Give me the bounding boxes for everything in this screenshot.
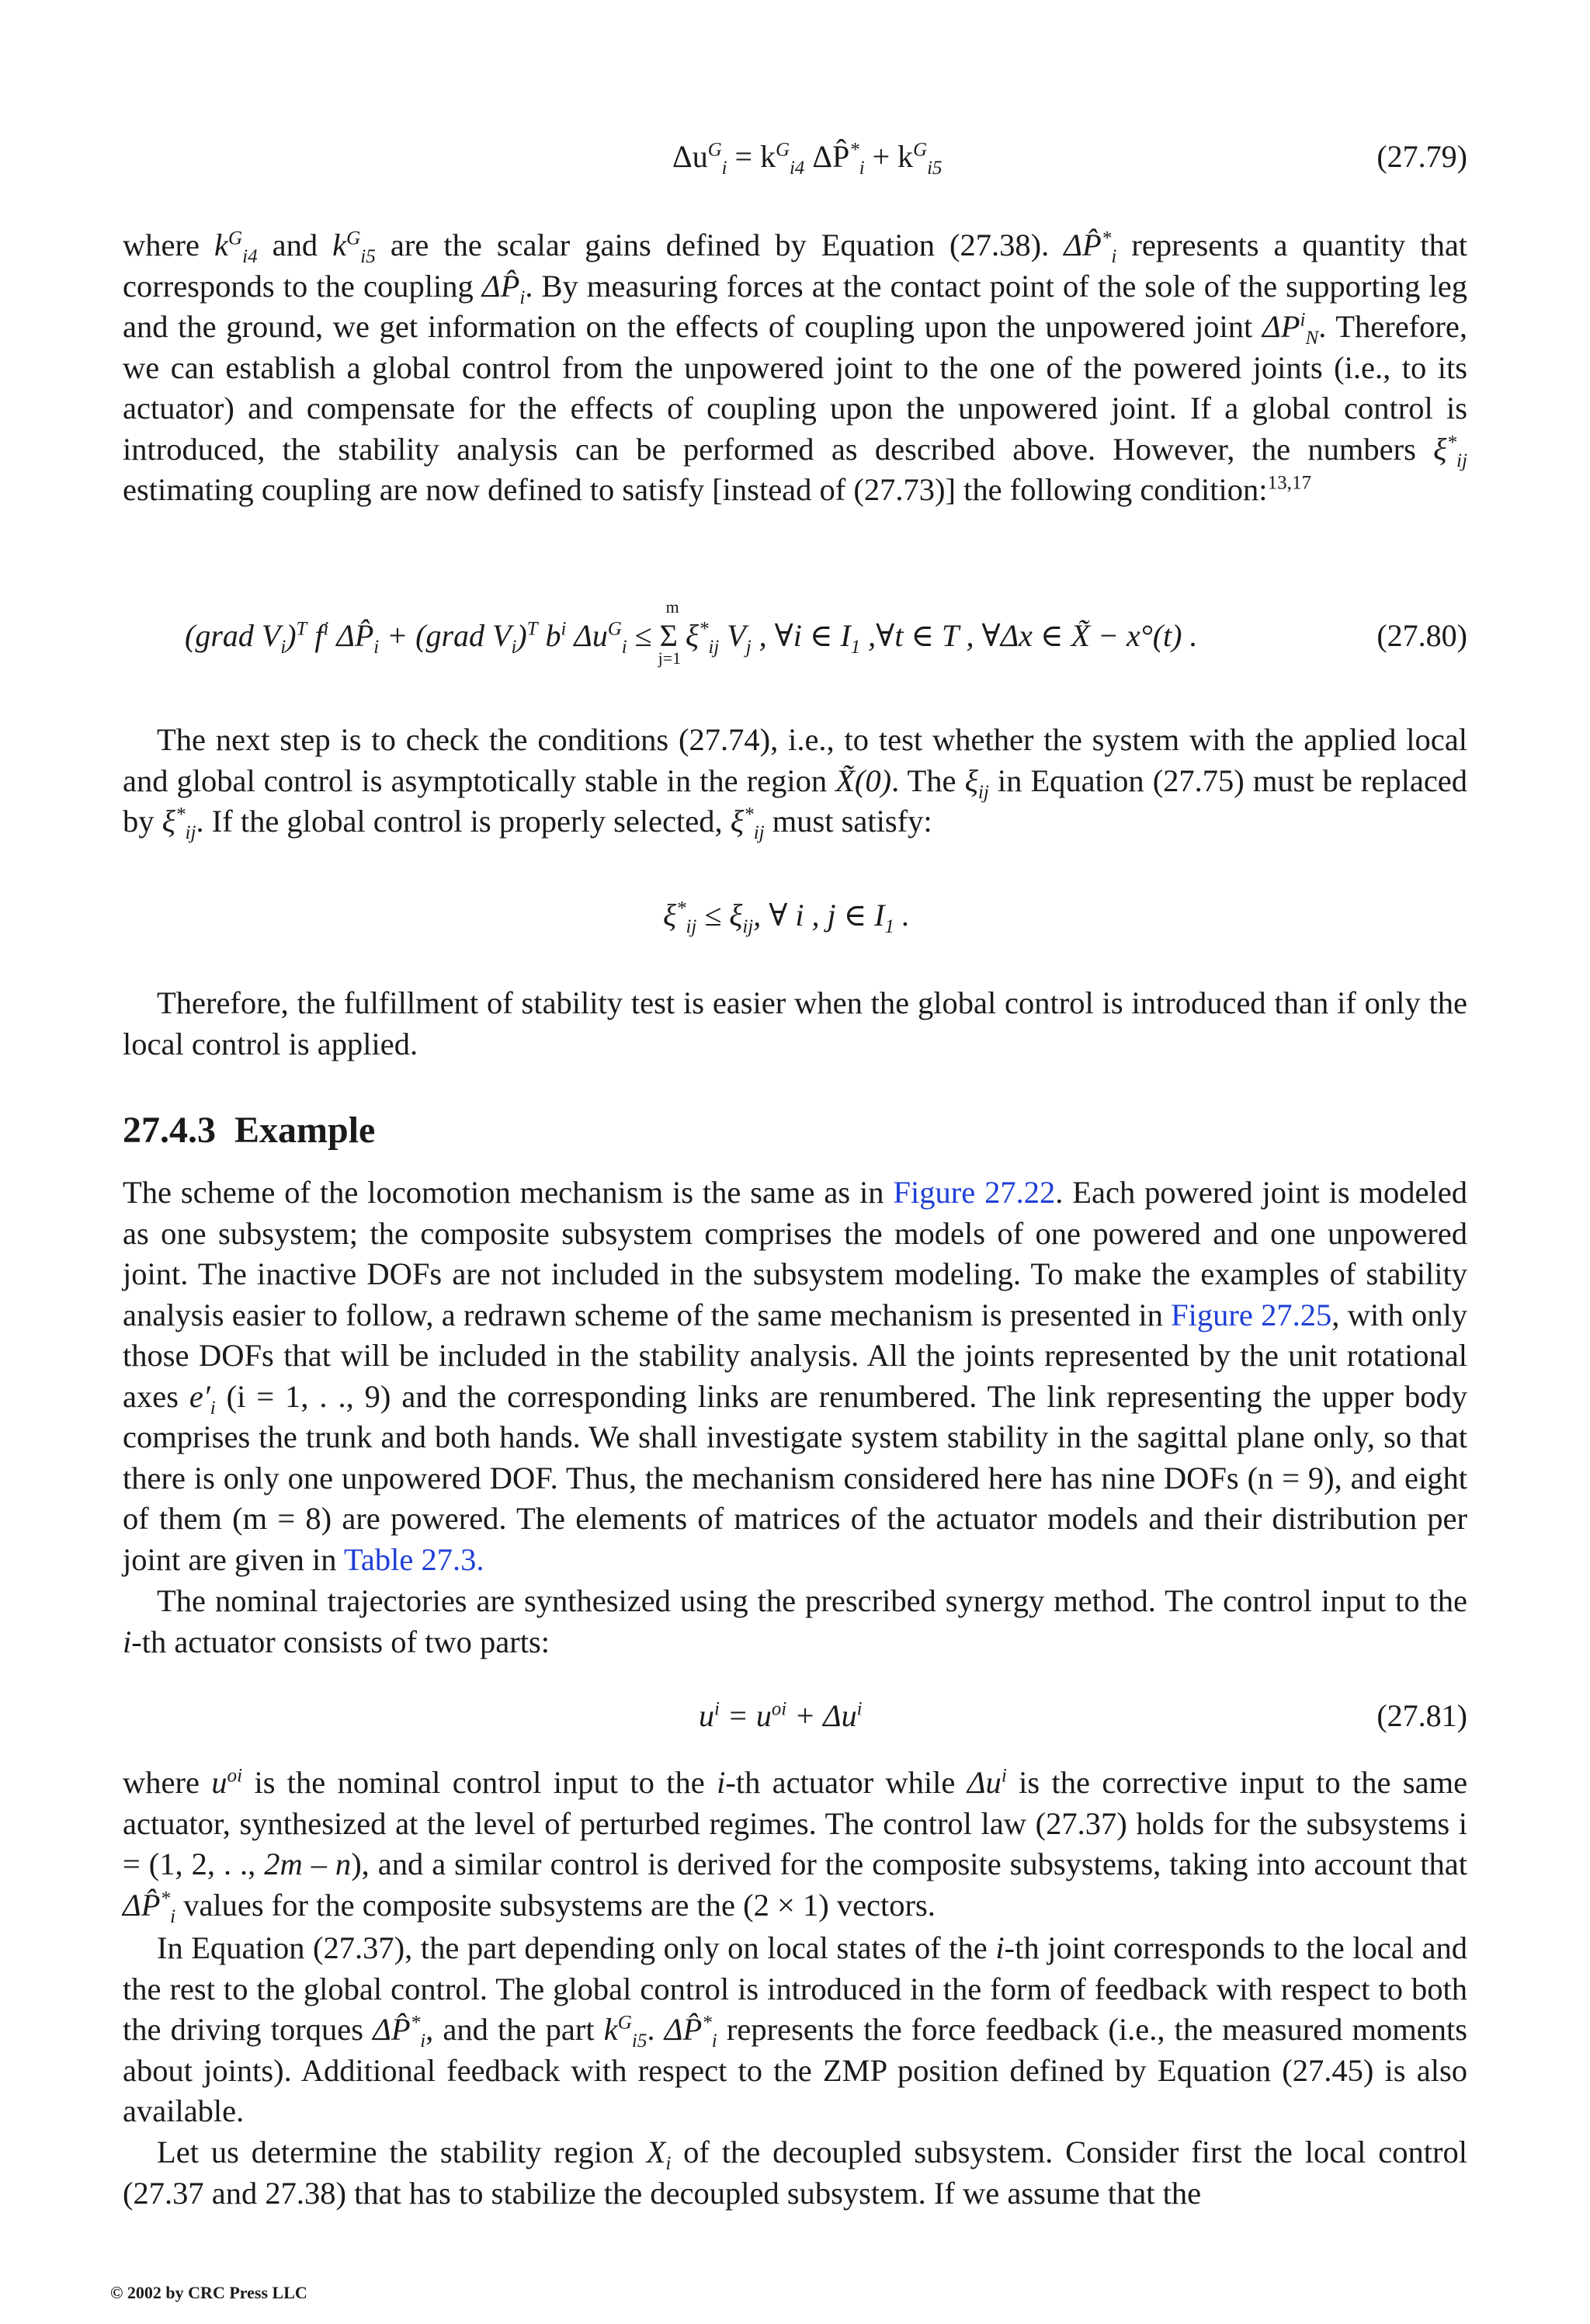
section-number: 27.4.3 bbox=[123, 1110, 216, 1151]
equation-number: (27.81) bbox=[1376, 1698, 1467, 1733]
equation-number: (27.80) bbox=[1376, 618, 1467, 653]
figure-link[interactable]: Figure 27.25 bbox=[1171, 1297, 1332, 1332]
section-heading bbox=[123, 1109, 1467, 1152]
inequality-body: $\xi^*_{ij} \le \xi_{ij}$, ∀ i , j ∈ $I_1$ . bbox=[663, 898, 910, 937]
paragraph: where $u^{oi}$ is the nominal control input to the i-th actuator while $\Delta u^i$ is the corrective input to the same actuator, synthesized at the level of perturbed regimes. The control law (27.37) holds for the subsystems i = (1, 2, . ., 2m – n), and a similar control is derived for the composite subsystems, taking into account that $\Delta P̂^*_i$ values for the composite subsystems are the (2 × 1) vectors. bbox=[123, 1765, 1468, 1927]
figure-link[interactable]: Figure 27.22 bbox=[893, 1175, 1056, 1210]
paragraph: Let us determine the stability region $X_i$ of the decoupled subsystem. Consider first the local control (27.37 and 27.38) that has to stabilize the decoupled subsystem. If we assume that the bbox=[123, 2135, 1468, 2211]
equation-27-81 bbox=[123, 1697, 1467, 1747]
equation-number: (27.79) bbox=[1376, 139, 1467, 174]
paragraph: The next step is to check the conditions (27.74), i.e., to test whether the system with the applied local and global control is asymptotically stable in the region X̃(0). The $\xi_{ij}$ in Equation (27.75) must be replaced by $\xi^*_{ij}$. If the global control is properly selected, $\xi^*_{ij}$ must satisfy: bbox=[123, 722, 1468, 844]
paragraph: Therefore, the fulfillment of stability test is easier when the global control is introduced than if only the local control is applied. bbox=[123, 985, 1467, 1061]
equation-27-79-body: $\Delta u^G_i = k^G_{i4}$ $\Delta P̂^*_i + k^G_{i5}$ bbox=[672, 139, 943, 179]
equation-27-79 bbox=[123, 138, 1467, 188]
inequality bbox=[123, 897, 1467, 947]
citation-ref: 13,17 bbox=[1267, 472, 1312, 494]
section-title: Example bbox=[234, 1110, 376, 1151]
paragraph: In Equation (27.37), the part depending only on local states of the i-th joint corresponds to the local and the rest to the global control. The global control is introduced in the form of feedback with respect to both the driving torques $\Delta P̂^*_i$, and the part $k^G_{i5}$. $\Delta P̂^*_i$ represents the force feedback (i.e., the measured moments about joints). Additional feedback with respect to the ZMP position defined by Equation (27.45) is also available. bbox=[123, 1930, 1468, 2128]
equation-27-80-body: (grad $V_i)^T$ $f^i$ $\Delta P̂_i$ + (grad $V_i)^T$ $b^i$ $\Delta u^G_i$ ≤ m Σ j=1 $\xi^*_{ij}$ $V_j$ , ∀i ∈ $I_1$ ,∀t ∈ T , ∀Δx ∈ X̃ − x°(t) . bbox=[185, 597, 1198, 668]
table-link[interactable]: Table 27.3 bbox=[343, 1541, 477, 1577]
copyright-footer: © 2002 by CRC Press LLC bbox=[110, 2283, 307, 2302]
paragraph: The scheme of the locomotion mechanism is the same as in Figure 27.22. Each powered joint is modeled as one subsystem; the composite subsystem comprises the models of one powered and one unpowered joint. The inactive DOFs are not included in the subsystem modeling. To make the examples of stability analysis easier to follow, a redrawn scheme of the same mechanism is presented in Figure 27.25, with only those DOFs that will be included in the stability analysis. All the joints represented by the unit rotational axes $e'_i$ (i = 1, . ., 9) and the corresponding links are renumbered. The link representing the upper body comprises the trunk and both hands. We shall investigate system stability in the sagittal plane only, so that there is only one unpowered DOF. Thus, the mechanism considered here has nine DOFs (n = 9), and eight of them (m = 8) are powered. The elements of matrices of the actuator models and their distribution per joint are given in Table 27.3. bbox=[123, 1175, 1468, 1577]
equation-27-81-body: $u^i = u^{oi} + \Delta u^i$ bbox=[699, 1698, 863, 1733]
paragraph: The nominal trajectories are synthesized using the prescribed synergy method. The control input to the i-th actuator consists of two parts: bbox=[123, 1583, 1467, 1659]
paragraph: where $k^G_{i4}$ and $k^G_{i5}$ are the scalar gains defined by Equation (27.38). $\Delta P̂^*_i$ represents a quantity that corresponds to the coupling $\Delta P̂_i$. By measuring forces at the contact point of the sole of the supporting leg and the ground, we get information on the effects of coupling upon the unpowered joint $\Delta P^i_N$. Therefore, we can establish a global control from the unpowered joint to the one of the powered joints (i.e., to its actuator) and compensate for the effects of coupling upon the unpowered joint. If a global control is introduced, the stability analysis can be performed as described above. However, the numbers $\xi^*_{ij}$ estimating coupling are now defined to satisfy [instead of (27.73)] the following condition:$^{13,17}$ bbox=[123, 228, 1468, 507]
equation-27-80 bbox=[123, 597, 1467, 668]
